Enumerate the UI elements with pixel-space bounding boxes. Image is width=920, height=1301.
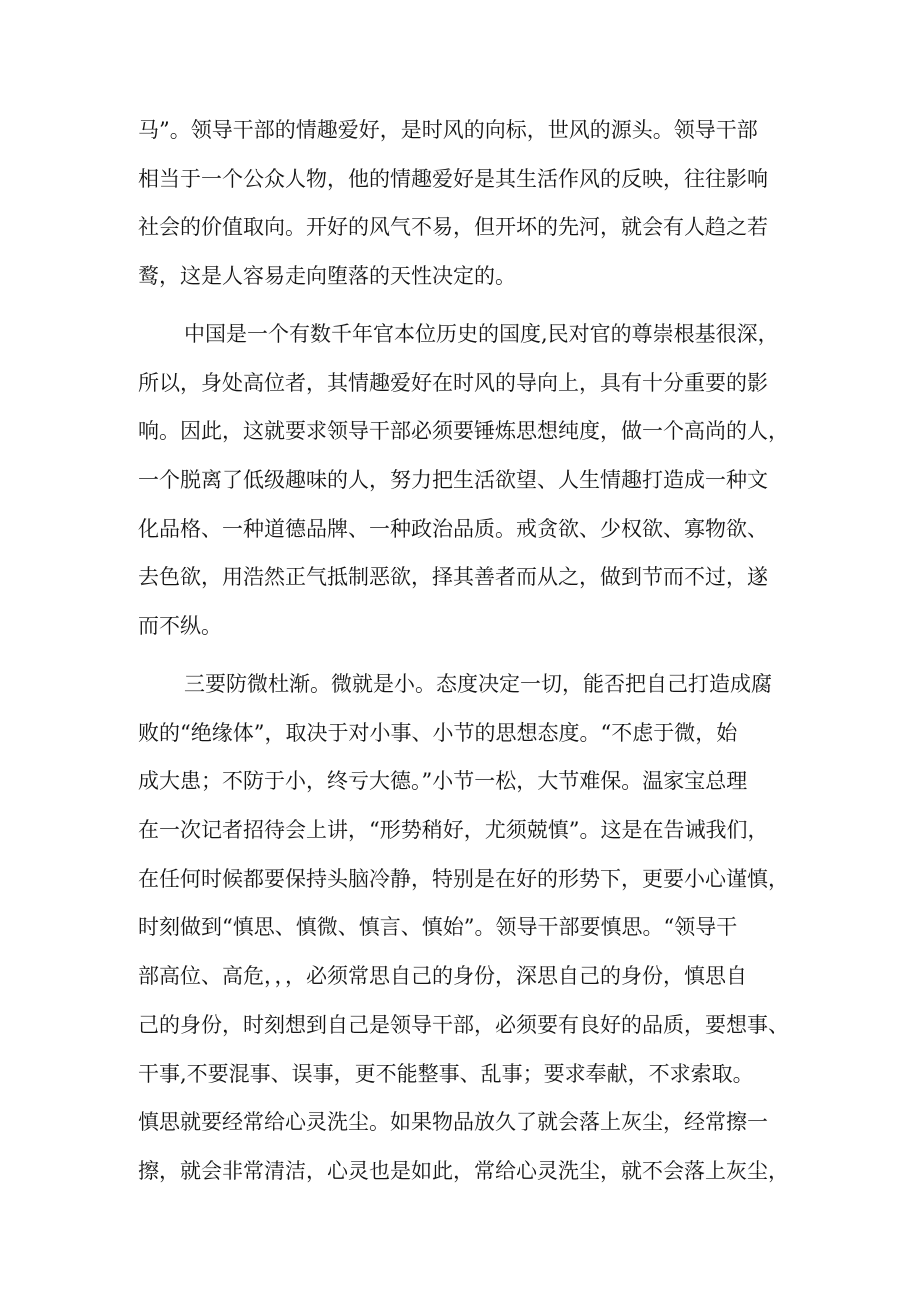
paragraph-2-line-2: 所以，身处高位者，其情趣爱好在时风的导向上，具有十分重要的影 [138, 370, 768, 395]
paragraph-3-line-9: 干事,不要混事、误事，更不能整事、乱事；要求奉献，不求索取。 [138, 1061, 754, 1086]
paragraph-2-line-5: 化品格、一种道德品牌、一种政治品质。戒贪欲、少权欲、寡物欲、 [138, 516, 768, 541]
paragraph-2-line-6: 去色欲，用浩然正气抵制恶欲，择其善者而从之，做到节而不过，遂 [138, 565, 768, 590]
paragraph-1-line-4: 鹜，这是人容易走向堕落的天性决定的。 [138, 264, 516, 289]
paragraph-1-line-2: 相当于一个公众人物，他的情趣爱好是其生活作风的反映，往往影响 [138, 166, 768, 191]
paragraph-3-line-8: 己的身份，时刻想到自己是领导干部，必须要有良好的品质，要想事、 [138, 1012, 789, 1037]
paragraph-1-line-3: 社会的价值取向。开好的风气不易，但开坏的先河，就会有人趋之若 [138, 215, 768, 240]
paragraph-3 [138, 660, 808, 1196]
paragraph-3-line-2: 败的“绝缘体”，取决于对小事、小节的思想态度。“不虑于微，始 [138, 720, 738, 745]
paragraph-3-line-6: 时刻做到“慎思、慎微、慎言、慎始”。领导干部要慎思。“领导干 [138, 915, 738, 940]
paragraph-3-line-10: 慎思就要经常给心灵洗尘。如果物品放久了就会落上灰尘，经常擦一 [138, 1110, 768, 1135]
paragraph-3-line-1: 三要防微杜渐。微就是小。态度决定一切，能否把自己打造成腐 [184, 672, 772, 696]
paragraph-3-line-4: 在一次记者招待会上讲，“形势稍好，尤须兢慎”。这是在告诫我们， [138, 818, 769, 843]
paragraph-2-line-4: 一个脱离了低级趣味的人，努力把生活欲望、人生情趣打造成一种文 [138, 468, 768, 493]
paragraph-2 [138, 310, 808, 651]
paragraph-3-line-7: 部高位、高危，，，必须常思自己的身份，深思自己的身份，慎思自 [138, 964, 747, 989]
paragraph-2-line-3: 响。因此，这就要求领导干部必须要锤炼思想纯度，做一个高尚的人， [138, 419, 789, 444]
paragraph-1-line-1: 马”。领导干部的情趣爱好，是时风的向标，世风的源头。领导干部 [138, 118, 758, 142]
paragraph-3-line-3: 成大患；不防于小，终亏大德。”小节一松，大节难保。温家宝总理 [138, 769, 748, 794]
paragraph-3-line-11: 擦，就会非常清洁，心灵也是如此，常给心灵洗尘，就不会落上灰尘， [138, 1158, 789, 1183]
paragraph-2-line-7: 而不纵。 [138, 614, 222, 639]
paragraph-1 [138, 106, 808, 301]
paragraph-2-line-1: 中国是一个有数千年官本位历史的国度,民对官的尊崇根基很深， [184, 322, 779, 346]
paragraph-3-line-5: 在任何时候都要保持头脑冷静，特别是在好的形势下，更要小心谨慎， [138, 866, 789, 891]
